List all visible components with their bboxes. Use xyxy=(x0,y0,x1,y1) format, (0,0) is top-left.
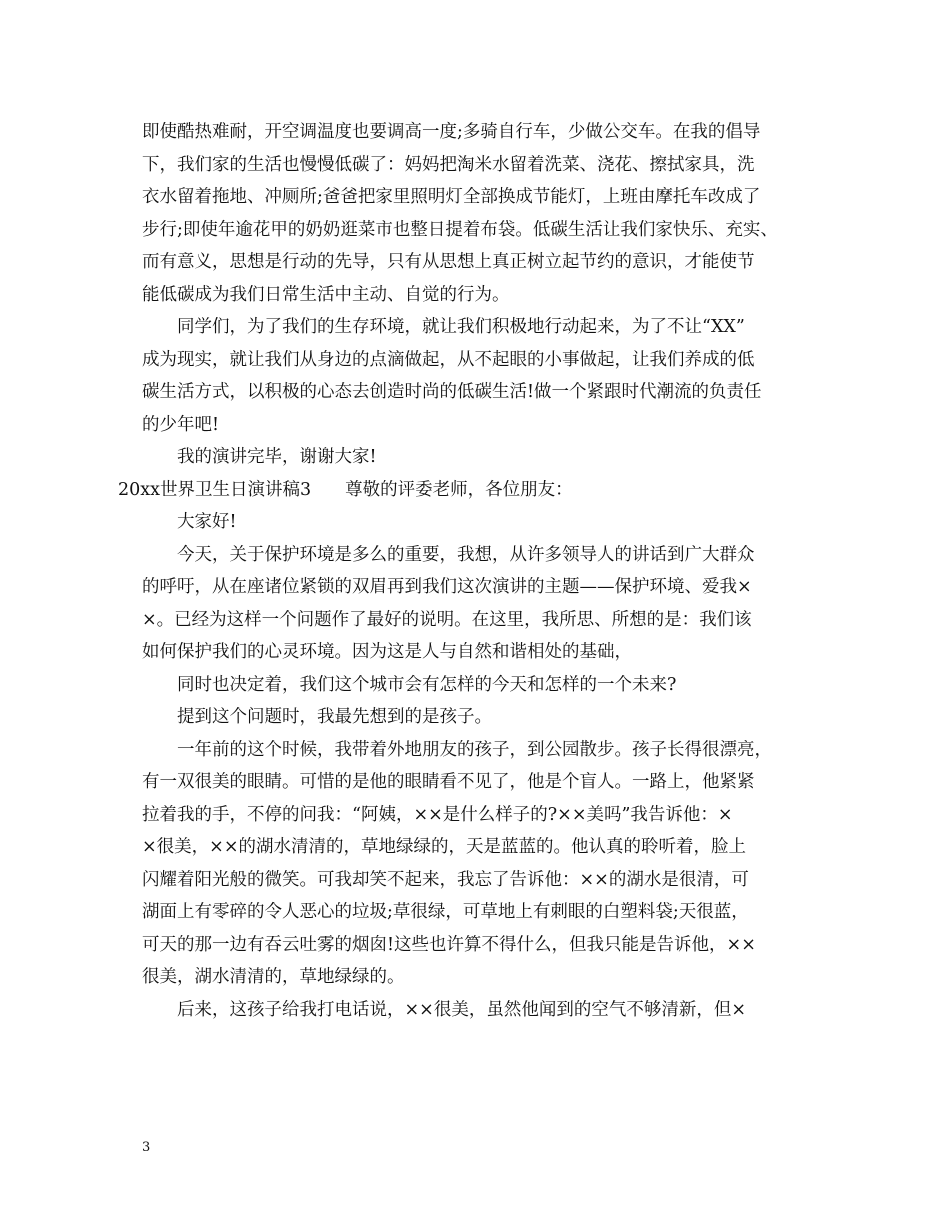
paragraph-line: 成为现实，就让我们从身边的点滴做起，从不起眼的小事做起，让我们养成的低 xyxy=(142,349,755,370)
paragraph-line: 闪耀着阳光般的微笑。可我却笑不起来，我忘了告诉他：××的湖水是很清，可 xyxy=(142,869,749,890)
document-body xyxy=(118,116,810,1026)
paragraph-line: 即使酷热难耐，开空调温度也要调高一度;多骑自行车，少做公交车。在我的倡导 xyxy=(142,122,761,142)
paragraph-line: 今天，关于保护环境是多么的重要，我想，从许多领导人的讲话到广大群众 xyxy=(177,544,755,565)
paragraph-line: ×很美，××的湖水清清的，草地绿绿的，天是蓝蓝的。他认真的聆听着，脸上 xyxy=(142,837,746,857)
paragraph-line: 而有意义，思想是行动的先导，只有从思想上真正树立起节约的意识，才能使节 xyxy=(142,252,755,272)
section-heading xyxy=(118,474,810,507)
paragraph-line: 很美，湖水清清的，草地绿绿的。 xyxy=(142,967,405,987)
paragraph-line: 提到这个问题时，我最先想到的是孩子。 xyxy=(177,707,492,727)
paragraph-line: 大家好! xyxy=(177,512,237,532)
paragraph-line: 可天的那一边有吞云吐雾的烟囱!这些也许算不得什么，但我只能是告诉他，×× xyxy=(142,934,756,955)
paragraph-line: 步行;即使年逾花甲的奶奶逛菜市也整日提着布袋。低碳生活让我们家快乐、充实、 xyxy=(142,219,778,240)
paragraph-line: 拉着我的手，不停的问我：“阿姨，××是什么样子的?××美吗”我告诉他：× xyxy=(142,804,733,825)
paragraph-line: 碳生活方式，以积极的心态去创造时尚的低碳生活!做一个紧跟时代潮流的负责任 xyxy=(142,382,762,402)
paragraph-line: 下，我们家的生活也慢慢低碳了：妈妈把淘米水留着洗菜、浇花、擦拭家具，洗 xyxy=(142,154,755,175)
paragraph-line: 同时也决定着，我们这个城市会有怎样的今天和怎样的一个未来? xyxy=(177,674,677,695)
paragraph-line: 我的演讲完毕，谢谢大家! xyxy=(177,447,377,467)
page-number: 3 xyxy=(142,1140,151,1155)
paragraph-line: 如何保护我们的心灵环境。因为这是人与自然和谐相处的基础， xyxy=(142,642,632,662)
paragraph-line: 后来，这孩子给我打电话说，××很美，虽然他闻到的空气不够清新，但× xyxy=(177,999,746,1020)
paragraph-line: 有一双很美的眼睛。可惜的是他的眼睛看不见了，他是个盲人。一路上，他紧紧 xyxy=(142,772,755,792)
paragraph-line: 的呼吁，从在座诸位紧锁的双眉再到我们这次演讲的主题——保护环境、爱我× xyxy=(142,577,752,597)
paragraph-line: 湖面上有零碎的令人恶心的垃圾;草很绿，可草地上有刺眼的白塑料袋;天很蓝， xyxy=(142,902,749,922)
paragraph-line: 能低碳成为我们日常生活中主动、自觉的行为。 xyxy=(142,284,510,305)
paragraph-line: ×。已经为这样一个问题作了最好的说明。在这里，我所思、所想的是：我们该 xyxy=(142,609,752,630)
paragraph-line: 的少年吧! xyxy=(142,414,220,435)
paragraph-line: 一年前的这个时候，我带着外地朋友的孩子，到公园散步。孩子长得很漂亮， xyxy=(177,739,772,760)
heading-title: 20xx世界卫生日演讲稿3 xyxy=(118,479,312,500)
heading-salutation: 尊敬的评委老师，各位朋友： xyxy=(345,479,573,500)
paragraph-line: 同学们，为了我们的生存环境，就让我们积极地行动起来，为了不让“XX” xyxy=(177,317,745,337)
paragraph-line: 衣水留着拖地、冲厕所;爸爸把家里照明灯全部换成节能灯，上班由摩托车改成了 xyxy=(142,187,761,207)
